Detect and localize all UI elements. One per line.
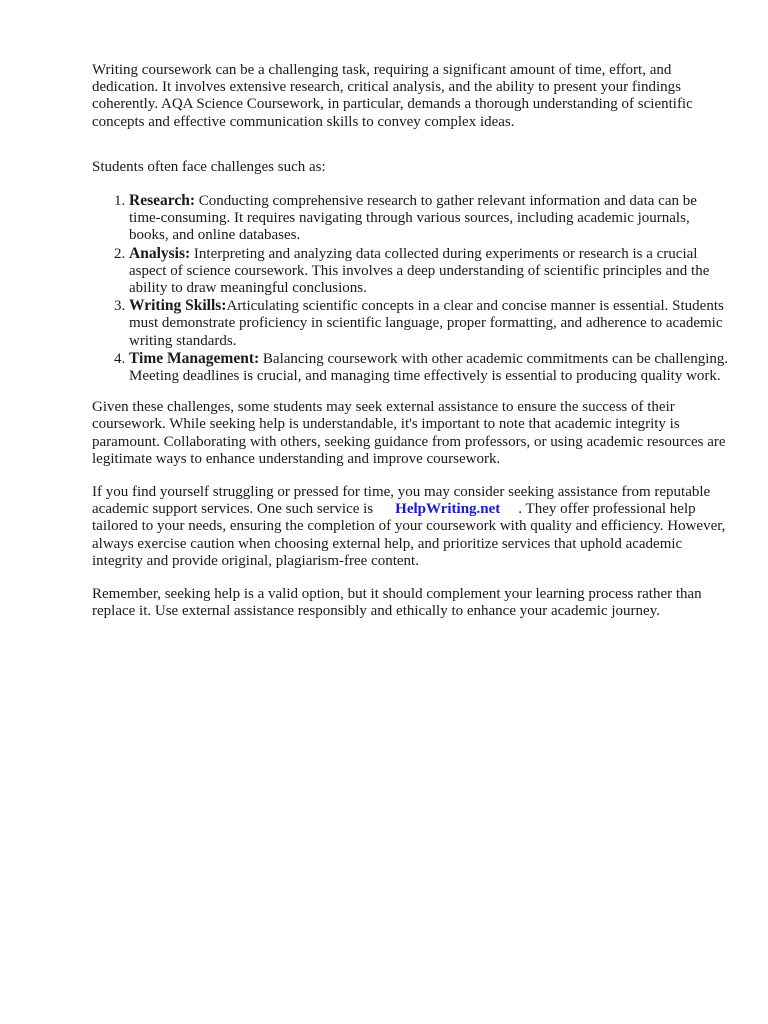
list-item-research — [129, 192, 732, 245]
challenges-lead: Students often face challenges such as: — [92, 158, 326, 175]
list-item-analysis — [129, 245, 732, 298]
list-item-text: Balancing coursework with other academic commitments can be challenging. Meeting deadlines is crucial, and managing time effectively is essential to producing quality work. — [129, 350, 729, 385]
list-item-text: Articulating scientific concepts in a clear and concise manner is essential. Students must demonstrate proficiency in scientific language, proper formatting, and adherence to academic writing standards. — [129, 298, 724, 349]
list-item-text: Conducting comprehensive research to gather relevant information and data can be time-consuming. It requires navigating through various sources, including academic journals, books, and online databases. — [129, 193, 697, 244]
list-item-term: Time Management: — [129, 349, 260, 367]
list-item-term: Research: — [129, 192, 195, 210]
list-item-term: Writing Skills: — [129, 297, 227, 315]
help-paragraph — [92, 484, 732, 570]
list-item-time-management — [129, 350, 732, 385]
help-text-before: If you find yourself struggling or pressed for time, you may consider seeking assistance from reputable academic support services. One such service is — [92, 484, 711, 518]
document-page — [92, 62, 732, 636]
list-item-text: Interpreting and analyzing data collected during experiments or research is a crucial aspect of science coursework. This involves a deep understanding of scientific principles and the ability to draw meaningful conclusions. — [129, 245, 710, 297]
help-text-after: . They offer professional help tailored to your needs, ensuring the completion of your coursework with quality and efficiency. However, always exercise caution when choosing external help, and prioritize services that uphold academic integrity and provide original, plagiarism-free content. — [92, 501, 726, 569]
closing-paragraph: Remember, seeking help is a valid option, but it should complement your learning process rather than replace it. Use external assistance responsibly and ethically to enhance your academic journey. — [92, 586, 702, 620]
list-item-term: Analysis: — [129, 244, 191, 262]
challenges-list — [92, 192, 732, 385]
given-paragraph: Given these challenges, some students may seek external assistance to ensure the success of their coursework. While seeking help is understandable, it's important to note that academic integrity is paramount. Collaborating with others, seeking guidance from professors, or using academic resources are legitimate ways to enhance understanding and improve coursework. — [92, 399, 726, 467]
helpwriting-link[interactable]: HelpWriting.net — [395, 501, 501, 518]
list-item-writing-skills — [129, 297, 732, 350]
intro-paragraph: Writing coursework can be a challenging task, requiring a significant amount of time, effort, and dedication. It involves extensive research, critical analysis, and the ability to present your findings coherently. AQA Science Coursework, in particular, demands a thorough understanding of scientific concepts and effective communication skills to convey complex ideas. — [92, 62, 693, 130]
